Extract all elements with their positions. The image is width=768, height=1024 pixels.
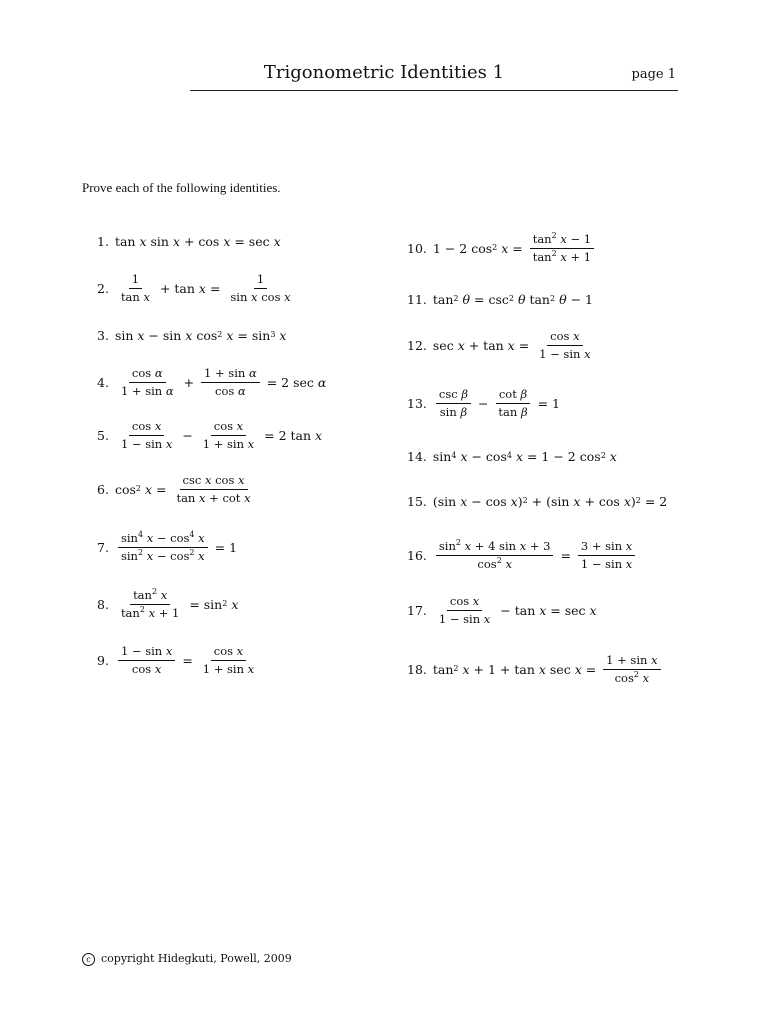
copyright-footer	[82, 952, 292, 966]
problem-15	[407, 478, 667, 524]
page-title: Trigonometric Identities 1	[263, 62, 505, 83]
problem-number: 11.	[407, 291, 427, 307]
equation: sin x − sin x cos 2 x = sin 3 x	[114, 327, 287, 343]
problem-6	[97, 466, 257, 512]
problem-number: 15.	[407, 493, 427, 509]
equation: sec x + tan x = $\frac{\text{cos x}}{\text{1 − sin x}}$	[432, 329, 591, 361]
problem-number: 13.	[407, 395, 427, 411]
problem-11	[407, 276, 593, 322]
problem-number: 7.	[97, 539, 109, 555]
problem-number: 9.	[97, 652, 109, 668]
problem-number: 8.	[97, 596, 109, 612]
problem-number: 1.	[97, 233, 109, 249]
equation: $\frac{\tan^2 x}{\tan^2 x + 1}$ = sin 2 x	[120, 587, 239, 620]
equation: tan 2 θ = csc 2 θ tan 2 θ − 1	[432, 291, 593, 307]
equation: $\frac{\sin^2 x + 4 \sin x + 3}{\cos^2 x}$ = $\frac{\text{3 + sin x}}{\text{1 − sin x}}$	[433, 539, 638, 571]
problem-number: 14.	[407, 448, 427, 464]
equation: tan x sin x + cos x = sec x	[114, 233, 281, 249]
problem-12	[407, 322, 597, 368]
header-rule	[190, 90, 678, 91]
problem-number: 6.	[97, 481, 109, 497]
equation: tan 2 x + 1 + tan x sec x = $\frac{\text{1 + sin x}}{\cos^2 x}$	[433, 653, 664, 685]
problem-5	[97, 412, 322, 458]
problem-4	[97, 359, 326, 405]
copyright-icon: c	[82, 953, 95, 966]
problem-number: 16.	[407, 547, 427, 563]
problem-9	[97, 637, 260, 683]
problem-1	[97, 218, 281, 264]
equation: $\frac{1}{\text{tan x}}$ + tan x = $\frac{1}{\text{sin x cos x}}$	[120, 272, 291, 304]
equation: $\frac{\text{1 − sin x}}{\text{cos x}}$ = $\frac{\text{cos x}}{\text{1 + sin x}}$	[115, 644, 260, 676]
problem-13	[407, 380, 560, 426]
problem-number: 3.	[97, 327, 109, 343]
equation: (sin x − cos x ) 2 + (sin x + cos x ) 2 = 2	[432, 493, 668, 509]
equation: 1 − 2 cos 2 x = $\frac{\tan^2 x - 1}{\tan^2 x + 1}$	[433, 232, 597, 264]
problem-number: 4.	[97, 374, 109, 390]
problem-8	[97, 581, 238, 627]
copyright-text: copyright Hidegkuti, Powell, 2009	[101, 952, 292, 965]
problem-number: 10.	[407, 240, 427, 256]
problem-2	[97, 265, 297, 311]
equation: $\frac{\text{csc β}}{\text{sin β}}$ − $\frac{\text{cot β}}{\text{tan β}}$ = 1	[433, 387, 560, 419]
equation: cos 2 x = $\frac{\text{csc x cos x}}{\text{tan x + cot x}}$	[114, 473, 251, 505]
problem-17	[407, 587, 597, 633]
equation: sin 4 x − cos 4 x = 1 − 2 cos 2 x	[432, 448, 617, 464]
equation: $\frac{\text{cos α}}{\text{1 + sin α}}$ + $\frac{\text{1 + sin α}}{\text{cos α}}$ = 2 sec α	[120, 366, 327, 398]
problem-number: 12.	[407, 337, 427, 353]
page-number: page 1	[631, 67, 676, 82]
problem-16	[407, 532, 638, 578]
problem-number: 5.	[97, 427, 109, 443]
equation: $\frac{\sin^4 x - \cos^4 x}{\sin^2 x - \cos^2 x}$ = 1	[115, 531, 237, 563]
instructions: Prove each of the following identities.	[82, 180, 281, 195]
problem-10	[407, 225, 597, 271]
problem-number: 2.	[97, 280, 109, 296]
problem-number: 18.	[407, 661, 427, 677]
problem-number: 17.	[407, 602, 427, 618]
problem-14	[407, 433, 617, 479]
equation: $\frac{\text{cos x}}{\text{1 − sin x}}$ − $\frac{\text{cos x}}{\text{1 + sin x}}$ = 2 tan x	[120, 419, 323, 451]
problem-7	[97, 524, 237, 570]
problem-3	[97, 312, 286, 358]
equation: $\frac{\text{cos x}}{\text{1 − sin x}}$ − tan x = sec x	[438, 594, 597, 626]
problem-18	[407, 646, 664, 692]
